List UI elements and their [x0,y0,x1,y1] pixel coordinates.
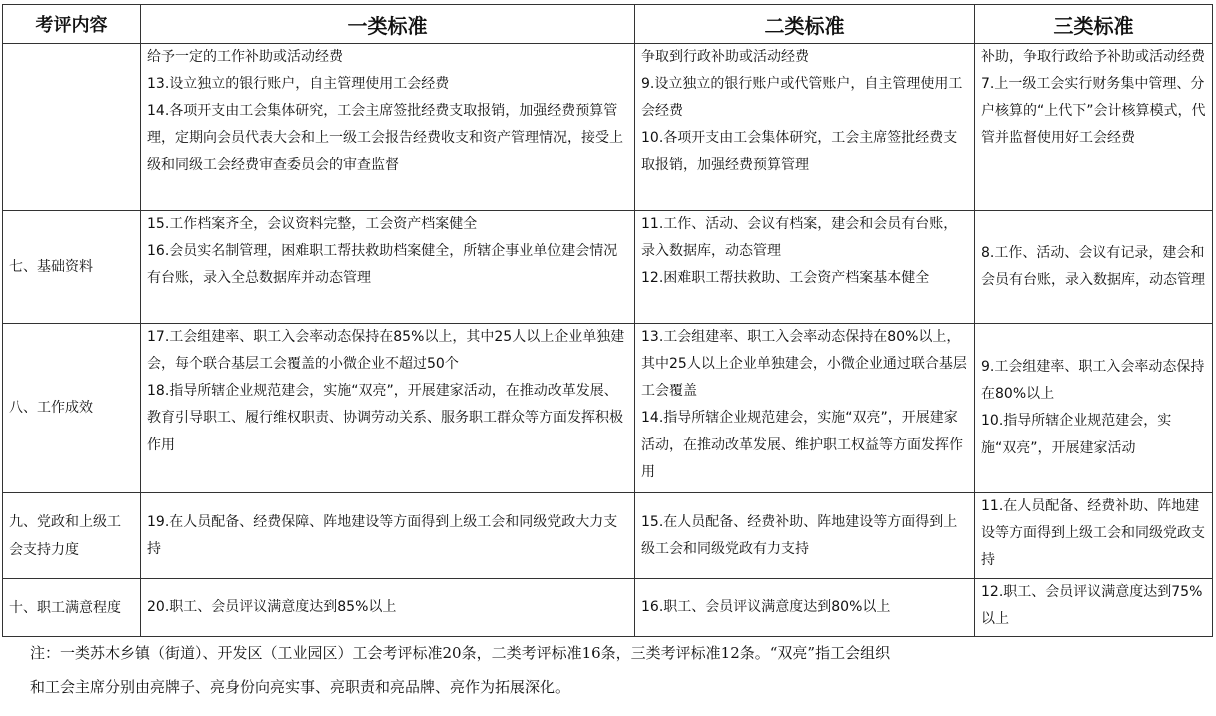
standard-item: 8.工作、活动、会议有记录，建会和会员有台账，录入数据库，动态管理 [981,245,1205,288]
class2-cell [635,44,975,211]
header-content: 考评内容 [3,5,141,44]
standard-item: 12.困难职工帮扶救助、工会资产档案基本健全 [641,270,930,286]
header-class3: 三类标准 [975,5,1213,44]
evaluation-table [2,4,1213,637]
standard-item: 10.各项开支由工会集体研究，工会主席签批经费支取报销，加强经费预算管理 [641,130,958,173]
standard-item: 16.会员实名制管理，困难职工帮扶救助档案健全，所辖企事业单位建会情况有台账，录入全总数据库并动态管理 [147,243,618,286]
footnote [30,636,1210,704]
standard-item: 14.各项开支由工会集体研究，工会主席签批经费支取报销，加强经费预算管理，定期向会员代表大会和上一级工会报告经费收支和资产管理情况，接受上级和同级工会经费审查委员会的审查监督 [147,103,623,173]
class1-cell [141,493,635,579]
standard-item: 16.职工、会员评议满意度达到80%以上 [641,599,891,615]
header-row [3,5,1213,44]
footnote-line: 注：一类苏木乡镇（街道）、开发区（工业园区）工会考评标准20条，二类考评标准16条，三类考评标准12条。“双亮”指工会组织 [30,644,891,662]
footnote-line: 和工会主席分别由亮牌子、亮身份向亮实事、亮职责和亮品牌、亮作为拓展深化。 [30,678,571,696]
header-class2: 二类标准 [635,5,975,44]
category-cell [3,44,141,211]
category-cell: 九、党政和上级工会支持力度 [3,493,141,579]
class2-cell [635,493,975,579]
class1-cell [141,579,635,637]
table-row [3,211,1213,324]
category-cell: 七、基础资料 [3,211,141,324]
standard-item: 18.指导所辖企业规范建会，实施“双亮”，开展建家活动，在推动改革发展、教育引导职工、履行维权职责、协调劳动关系、服务职工群众等方面发挥积极作用 [147,383,623,453]
class3-cell [975,211,1213,324]
class3-cell [975,324,1213,493]
class2-cell [635,324,975,493]
class1-cell [141,324,635,493]
standard-item: 7.上一级工会实行财务集中管理、分户核算的“上代下”会计核算模式，代管并监督使用好工会经费 [981,76,1206,146]
class1-cell [141,211,635,324]
standard-item: 20.职工、会员评议满意度达到85%以上 [147,599,397,615]
standard-item: 补助，争取行政给予补助或活动经费 [981,49,1205,65]
standard-item: 15.在人员配备、经费补助、阵地建设等方面得到上级工会和同级党政有力支持 [641,513,958,557]
standard-item: 9.工会组建率、职工入会率动态保持在80%以上 [981,359,1205,402]
standard-item: 15.工作档案齐全，会议资料完整，工会资产档案健全 [147,216,478,232]
class2-cell [635,211,975,324]
standard-item: 13.工会组建率、职工入会率动态保持在80%以上，其中25人以上企业单独建会，小微企业通过联合基层工会覆盖 [641,329,967,399]
header-class1: 一类标准 [141,5,635,44]
table-row [3,44,1213,211]
class2-cell [635,579,975,637]
category-cell: 十、职工满意程度 [3,579,141,637]
standard-item: 争取到行政补助或活动经费 [641,49,809,65]
standard-item: 12.职工、会员评议满意度达到75%以上 [981,584,1203,627]
standard-item: 10.指导所辖企业规范建会，实施“双亮”，开展建家活动 [981,413,1172,456]
table-row [3,493,1213,579]
class1-cell [141,44,635,211]
standard-item: 给予一定的工作补助或活动经费 [147,49,343,65]
table-row [3,324,1213,493]
class3-cell [975,493,1213,579]
table-row [3,579,1213,637]
standard-item: 19.在人员配备、经费保障、阵地建设等方面得到上级工会和同级党政大力支持 [147,513,618,557]
category-cell: 八、工作成效 [3,324,141,493]
class3-cell [975,44,1213,211]
standard-item: 9.设立独立的银行账户或代管账户，自主管理使用工会经费 [641,76,963,119]
standard-item: 17.工会组建率、职工入会率动态保持在85%以上，其中25人以上企业单独建会，每个联合基层工会覆盖的小微企业不超过50个 [147,329,625,372]
standard-item: 11.工作、活动、会议有档案，建会和会员有台账，录入数据库，动态管理 [641,216,958,259]
class3-cell [975,579,1213,637]
standard-item: 14.指导所辖企业规范建会，实施“双亮”，开展建家活动，在推动改革发展、维护职工权益等方面发挥作用 [641,410,963,480]
standard-item: 11.在人员配备、经费补助、阵地建设等方面得到上级工会和同级党政支持 [981,498,1205,568]
standard-item: 13.设立独立的银行账户，自主管理使用工会经费 [147,76,450,92]
